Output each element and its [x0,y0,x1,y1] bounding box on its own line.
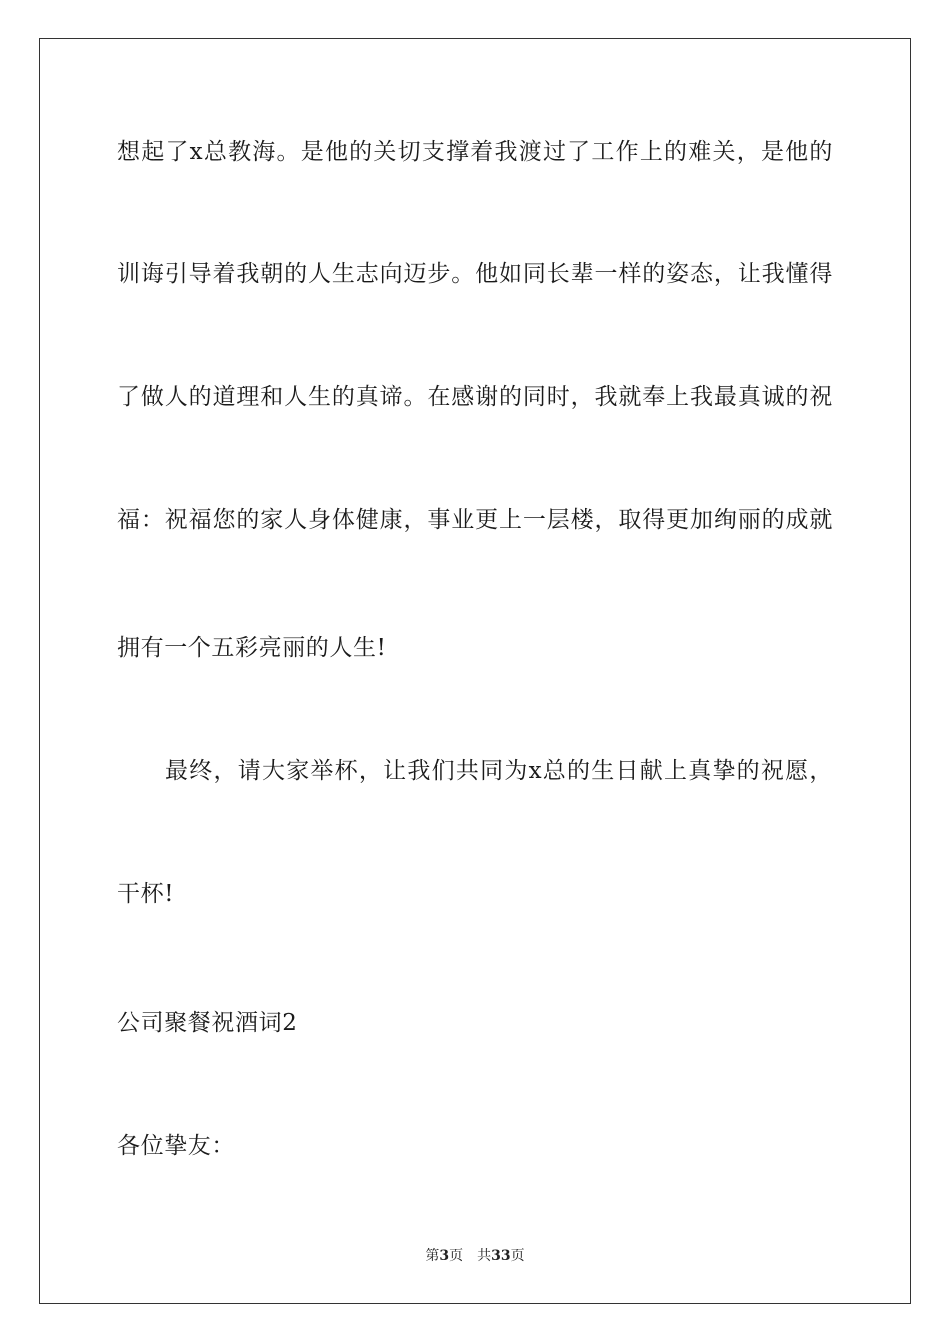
footer-page-suffix: 页 [449,1248,464,1264]
body-line-5: 拥有一个五彩亮丽的人生! [117,635,387,661]
body-line-3: 了做人的道理和人生的真谛。在感谢的同时，我就奉上我最真诚的祝 [117,384,833,410]
body-line-2: 训诲引导着我朝的人生志向迈步。他如同长辈一样的姿态，让我懂得 [117,261,833,287]
footer-total-suffix: 页 [510,1248,525,1264]
page-footer [0,1246,950,1266]
salutation: 各位挚友： [117,1133,235,1159]
footer-total-prefix: 共 [477,1248,492,1264]
body-line-4: 福：祝福您的家人身体健康，事业更上一层楼，取得更加绚丽的成就 [117,507,833,533]
footer-page-number: 3 [439,1248,450,1264]
section-heading: 公司聚餐祝酒词2 [117,1010,298,1036]
footer-page-prefix: 第 [425,1248,440,1264]
page-border [39,38,911,1304]
footer-total-pages: 33 [491,1248,511,1264]
body-line-1: 想起了x总教海。是他的关切支撑着我渡过了工作上的难关，是他的 [117,139,833,165]
body-line-6: 最终，请大家举杯，让我们共同为x总的生日献上真挚的祝愿， [165,758,833,784]
body-line-7: 干杯! [117,881,175,907]
